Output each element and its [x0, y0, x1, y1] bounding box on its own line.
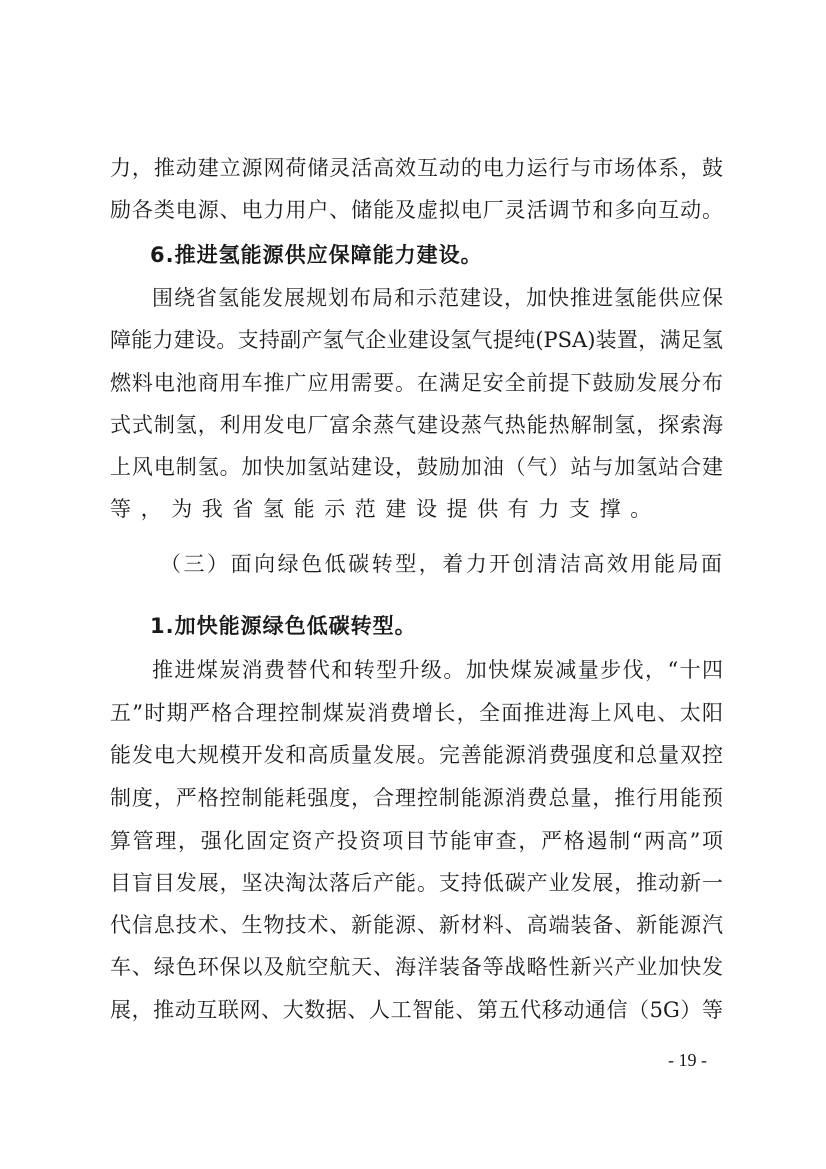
text-line: 障能力建设。支持副产氢气企业建设氢气提纯(PSA)装置，满足氢 — [110, 328, 723, 352]
text-line: 算管理，强化固定资产投资项目节能审查，严格遏制“两高”项 — [110, 829, 723, 853]
text-line: 展，推动互联网、大数据、人工智能、第五代移动通信（5G）等 — [110, 998, 723, 1022]
section-heading: （三）面向绿色低碳转型，着力开创清洁高效用能局面 — [160, 552, 722, 576]
text-line: 等，为我省氢能示范建设提供有力支撑。 — [110, 497, 661, 521]
subheading: 1.加快能源绿色低碳转型。 — [150, 614, 417, 638]
text-line: 上风电制氢。加快加氢站建设，鼓励加油（气）站与加氢站合建 — [110, 455, 723, 479]
text-line: 目盲目发展，坚决淘汰落后产能。支持低碳产业发展，推动新一 — [110, 871, 723, 895]
subheading: 6.推进氢能源供应保障能力建设。 — [150, 243, 483, 267]
text-line: 力，推动建立源网荷储灵活高效互动的电力运行与市场体系，鼓 — [110, 156, 723, 180]
text-line: 车、绿色环保以及航空航天、海洋装备等战略性新兴产业加快发 — [110, 955, 723, 979]
text-line: 制度，严格控制能耗强度，合理控制能源消费总量，推行用能预 — [110, 786, 723, 810]
text-line: 代信息技术、生物技术、新能源、新材料、高端装备、新能源汽 — [110, 913, 723, 937]
text-line: 励各类电源、电力用户、储能及虚拟电厂灵活调节和多向互动。 — [110, 198, 723, 222]
text-line: 式式制氢，利用发电厂富余蒸气建设蒸气热能热解制氢，探索海 — [110, 413, 723, 437]
text-line: 围绕省氢能发展规划布局和示范建设，加快推进氢能供应保 — [152, 286, 723, 310]
text-line: 燃料电池商用车推广应用需要。在满足安全前提下鼓励发展分布 — [110, 371, 723, 395]
text-line: 推进煤炭消费替代和转型升级。加快煤炭减量步伐，“十四 — [152, 658, 723, 682]
text-line: 五”时期严格合理控制煤炭消费增长，全面推进海上风电、太阳 — [110, 701, 723, 725]
text-line: 能发电大规模开发和高质量发展。完善能源消费强度和总量双控 — [110, 743, 723, 767]
page-number: - 19 - — [668, 1050, 707, 1070]
